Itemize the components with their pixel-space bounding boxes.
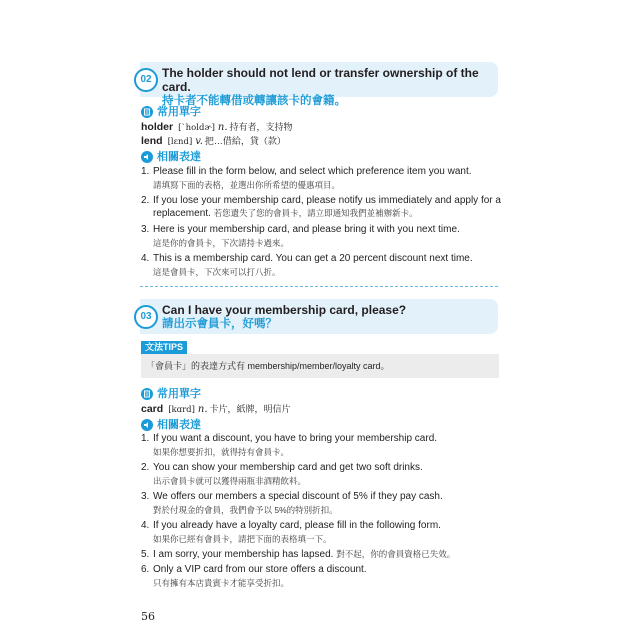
example-number: 4. <box>141 520 150 531</box>
section-title-zh: 請出示會員卡，好嗎？ <box>162 318 277 330</box>
vocab-pos: v. <box>195 136 203 147</box>
vocab-item <box>141 121 293 134</box>
example-item <box>141 194 501 220</box>
example-zh: 只有擁有本店貴賓卡才能享受折扣。 <box>153 578 290 588</box>
section-title-en: The holder should not lend or transfer ownership of the card. <box>162 66 479 94</box>
example-en: If you lose your membership card, please notify us immediately and apply for a <box>153 195 501 206</box>
example-item <box>141 490 501 517</box>
example-item <box>141 223 501 250</box>
example-item <box>141 519 501 546</box>
vocab-meaning: 把…借給，貸（款） <box>204 136 286 146</box>
section-divider <box>140 286 498 287</box>
example-zh: 請填寫下面的表格，並選出你所希望的優惠項目。 <box>153 180 341 190</box>
example-number: 2. <box>141 462 150 473</box>
vocab-phonetic: [kɑrd] <box>168 405 195 415</box>
example-en: You can show your membership card and get two soft drinks. <box>153 462 423 473</box>
vocab-label <box>141 105 201 119</box>
expressions-label <box>141 418 201 432</box>
example-item <box>141 432 501 459</box>
vocab-meaning: 卡片，紙牌，明信片 <box>209 404 291 414</box>
example-en: Only a VIP card from our store offers a discount. <box>153 564 367 575</box>
vocab-word: card <box>141 403 164 415</box>
example-zh: 若您遺失了您的會員卡，請立即通知我們並補辦新卡。 <box>213 208 418 218</box>
speaker-icon <box>141 151 153 163</box>
example-number: 1. <box>141 166 150 177</box>
vocab-meaning: 持有者，支持物 <box>229 122 293 132</box>
section-title-zh: 持卡者不能轉借或轉讓該卡的會籍。 <box>162 95 346 107</box>
expressions-label-text: 相關表達 <box>157 151 201 163</box>
grammar-tips-tag: 文法TIPS <box>141 341 187 354</box>
example-en: Here is your membership card, and please bring it with you next time. <box>153 224 460 235</box>
example-item <box>141 563 501 590</box>
section-number-badge: 03 <box>134 305 158 329</box>
expressions-label-text: 相關表達 <box>157 419 201 431</box>
example-number: 1. <box>141 433 150 444</box>
example-zh: 這是會員卡，下次來可以打八折。 <box>153 267 281 277</box>
example-number: 4. <box>141 253 150 264</box>
vocab-phonetic: [lɛnd] <box>167 137 193 147</box>
example-zh: 出示會員卡就可以獲得兩瓶非酒精飲料。 <box>153 476 307 486</box>
example-zh: 如果你想要折扣，就得持有會員卡。 <box>153 447 290 457</box>
example-zh: 對不起，你的會員資格已失效。 <box>336 549 456 559</box>
page-number: 56 <box>141 610 155 623</box>
book-icon <box>141 106 153 118</box>
vocab-item <box>141 403 291 416</box>
example-item <box>141 165 501 192</box>
vocab-item <box>141 135 286 148</box>
speaker-icon <box>141 419 153 431</box>
vocab-label <box>141 387 201 401</box>
vocab-pos: n. <box>197 404 208 415</box>
section-03-header <box>140 299 498 334</box>
section-number-badge: 02 <box>134 68 158 92</box>
example-en: If you already have a loyalty card, please fill in the following form. <box>153 520 441 531</box>
example-zh: 這是你的會員卡，下次請持卡過來。 <box>153 238 290 248</box>
example-item <box>141 461 501 488</box>
example-en: I am sorry, your membership has lapsed. <box>153 549 334 560</box>
grammar-tips-box: 「會員卡」的表達方式有 membership/member/loyalty card。 <box>141 354 499 378</box>
example-number: 2. <box>141 195 150 206</box>
example-number: 6. <box>141 564 150 575</box>
section-title-en: Can I have your membership card, please? <box>162 303 407 317</box>
example-en: We offers our members a special discount of 5% if they pay cash. <box>153 491 443 502</box>
vocab-phonetic: [ˋholdɚ] <box>178 123 215 133</box>
vocab-label-text: 常用單字 <box>157 106 201 118</box>
vocab-label-text: 常用單字 <box>157 388 201 400</box>
vocab-word: holder <box>141 121 174 133</box>
section-02-header <box>140 62 498 107</box>
example-en-cont: replacement. <box>153 208 211 219</box>
example-en: If you want a discount, you have to bring your membership card. <box>153 433 438 444</box>
example-item <box>141 548 501 561</box>
vocab-pos: n. <box>217 122 228 133</box>
vocab-word: lend <box>141 135 163 147</box>
example-number: 5. <box>141 549 150 560</box>
example-zh: 如果你已經有會員卡，請把下面的表格填一下。 <box>153 534 332 544</box>
book-icon <box>141 388 153 400</box>
example-item <box>141 252 501 279</box>
example-en: This is a membership card. You can get a 20 percent discount next time. <box>153 253 473 264</box>
example-en: Please fill in the form below, and select which preference item you want. <box>153 166 472 177</box>
expressions-label <box>141 150 201 164</box>
example-number: 3. <box>141 224 150 235</box>
example-number: 3. <box>141 491 150 502</box>
example-zh: 對於付現金的會員，我們會予以 5%的特別折扣。 <box>153 505 338 515</box>
